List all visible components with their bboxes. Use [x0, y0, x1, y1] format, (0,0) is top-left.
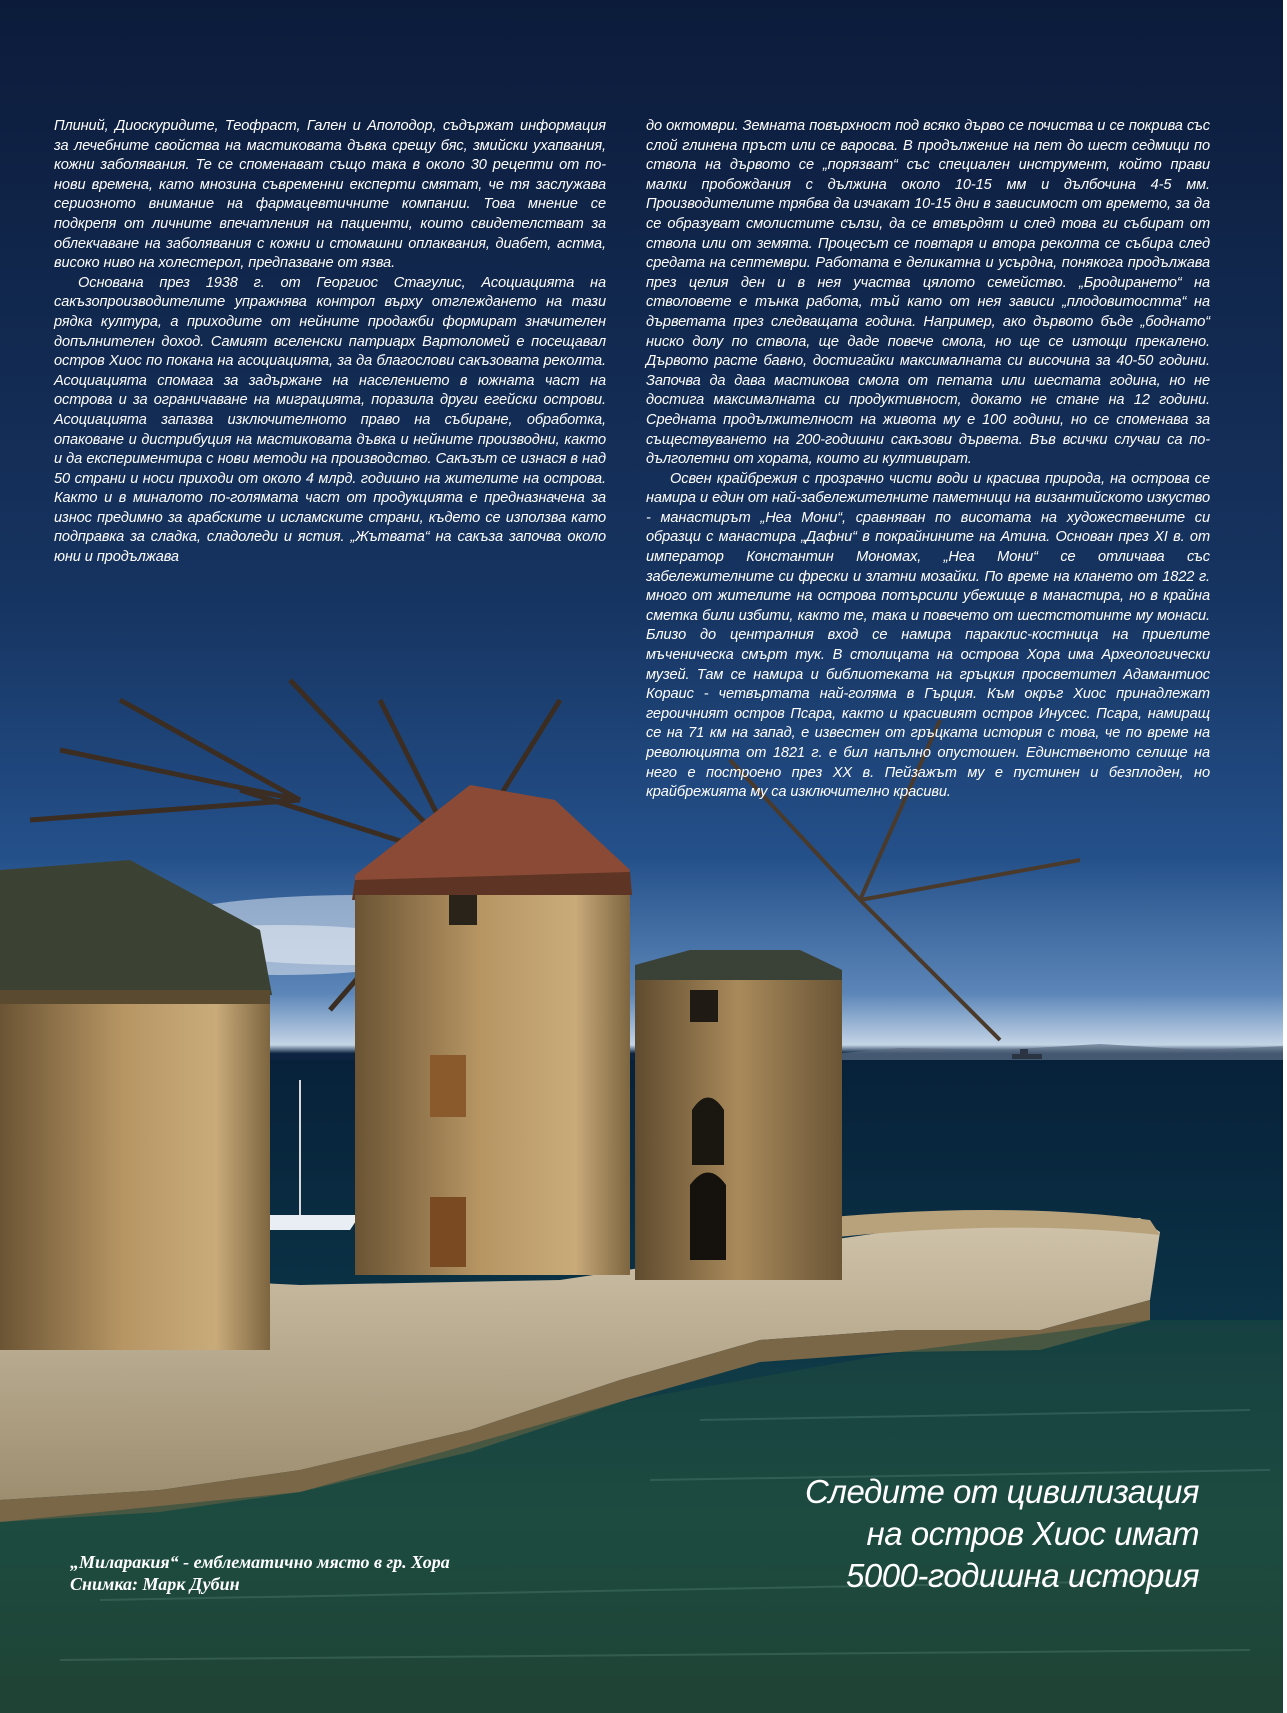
- article-paragraph: Плиний, Диоскуридите, Теофраст, Гален и Аполодор, съдържат информация за лечебните свойства на мастиковата дъвка срещу бяс, змийски ухапвания, кожни заболявания. Те се споменават също така в около 30 рецепти от по-нови времена, като мнозина съвременни експерти смятат, че тя заслужава сериозното внимание на фармацевтичните компании. Това мнение се подкрепя от личните впечатления на пациенти, които свидетелстват за облекчаване на заболявания с кожни и стомашни оплаквания, диабет, астма, високо ниво на холестерол, предпазване от язва.: [54, 118, 606, 272]
- headline-line-3: 5000-годишна история: [846, 1557, 1199, 1594]
- article-left-column: [54, 117, 606, 568]
- article-paragraph: Основана през 1938 г. от Георгиос Стагулис, Асоциацията на сакъзопроизводителите упражнява контрол върху отглеждането на тази рядка култура, а приходите от нейните продажби формират значителен допълнителен доход. Самият вселенски патриарх Вартоломей е посещавал остров Хиос по покана на асоциацията, за да благослови сакъзовата реколта. Асоциацията спомага за задържане на населението в южната част на острова и за ограничаване на миграцията, поразила други егейски острови. Асоциацията запазва изключителното право на събиране, обработка, опаковане и дистрибуция на мастиковата дъвка и нейните производни, както и да експериментира с нови методи на производство. Сакъзът се изнася в над 50 страни и носи приходи от около 4 млрд. годишно на жителите на острова. Както и в миналото по-голямата част от продукцията е предназначена за износ предимно за арабските и исламските страни, където се използва като подправка за сладка, сладоледи и ястия. „Жътвата“ на сакъза започва около юни и продължава: [54, 274, 606, 566]
- article-paragraph: до октомври. Земната повърхност под всяко дърво се почиства и се покрива със слой глинена пръст или се варосва. В продължение на пет до шест седмици по ствола на дървото се „порязват“ със специален инструмент, който прави малки пробождания с дължина около 10-15 мм и дълбочина 4-5 мм. Производителите трябва да изчакат 10-15 дни в зависимост от времето, за да се образуват смолистите сълзи, да се втвърдят и след това ги събират от ствола или от земята. Процесът се повтаря и втора реколта се събира след средата на септември. Работата е деликатна и усърдна, понякога продължава през целия ден и в нея участва цялото семейство. „Бродирането“ на стволовете е тънка работа, тъй като от нея зависи „плодовитостта“ на дърветата през следващата година. Например, ако дървото бъде „боднато“ ниско долу по ствола, ще даде повече смола, но ще се изтощи прекалено. Дървото расте бавно, достигайки максималната си височина за 40-50 години. Започва да дава мастикова смола от петата или шестата година, но не достига максималната си продуктивност, докато не стане на 12 години. Средната продължителност на живота му е 100 години, но се споменава за съществуването на 200-годишни сакъзови дървета. Във всички случаи са по-дълголетни от хората, които ги култивират.: [646, 118, 1210, 468]
- caption-title: „Миларакия“ - емблематично място в гр. Хора: [70, 1552, 450, 1572]
- photo-credit: Снимка: Марк Дубин: [70, 1574, 240, 1594]
- headline-line-2: на остров Хиос имат: [866, 1515, 1199, 1552]
- article-paragraph: Освен крайбрежия с прозрачно чисти води и красива природа, на острова се намира и един от най-забележителните паметници на византийското изкуство - манастирът „Неа Мони“, сравняван по висотата на художествените си образци с манастира „Дафни“ в покрайнините на Атина. Основан през XI в. от император Константин Мономах, „Неа Мони“ се отличава със забележителните си фрески и златни мозайки. По време на кланeто от 1822 г. много от жителите на острова потърсили убежище в манастира, но в крайна сметка били избити, както те, така и повечето от шестстотинте му монаси. Близо до централния вход се намира параклис-костница на приелите мъченическа смърт тук. В столицата на острова Хора има Археологически музей. Там се намира и библиотеката на гръцкия просветител Адамантиос Кораис - четвъртата най-голяма в Гърция. Към окръг Хиос принадлежат героичният остров Псара, както и красивият остров Инусес. Псара, намиращ се на 71 км на запад, е известен от гръцката история с това, че по време на революцията от 1821 г. е бил напълно опустошен. Единственото селище на него е построено през XX в. Пейзажът му е пустинен и безплоден, но крайбрежията му са изключително красиви.: [646, 470, 1210, 801]
- page-edge: [1283, 0, 1287, 1713]
- article-right-column: [646, 117, 1210, 803]
- photo-caption: [70, 1551, 450, 1595]
- headline-line-1: Следите от цивилизация: [805, 1473, 1199, 1510]
- pull-quote-headline: [639, 1471, 1199, 1597]
